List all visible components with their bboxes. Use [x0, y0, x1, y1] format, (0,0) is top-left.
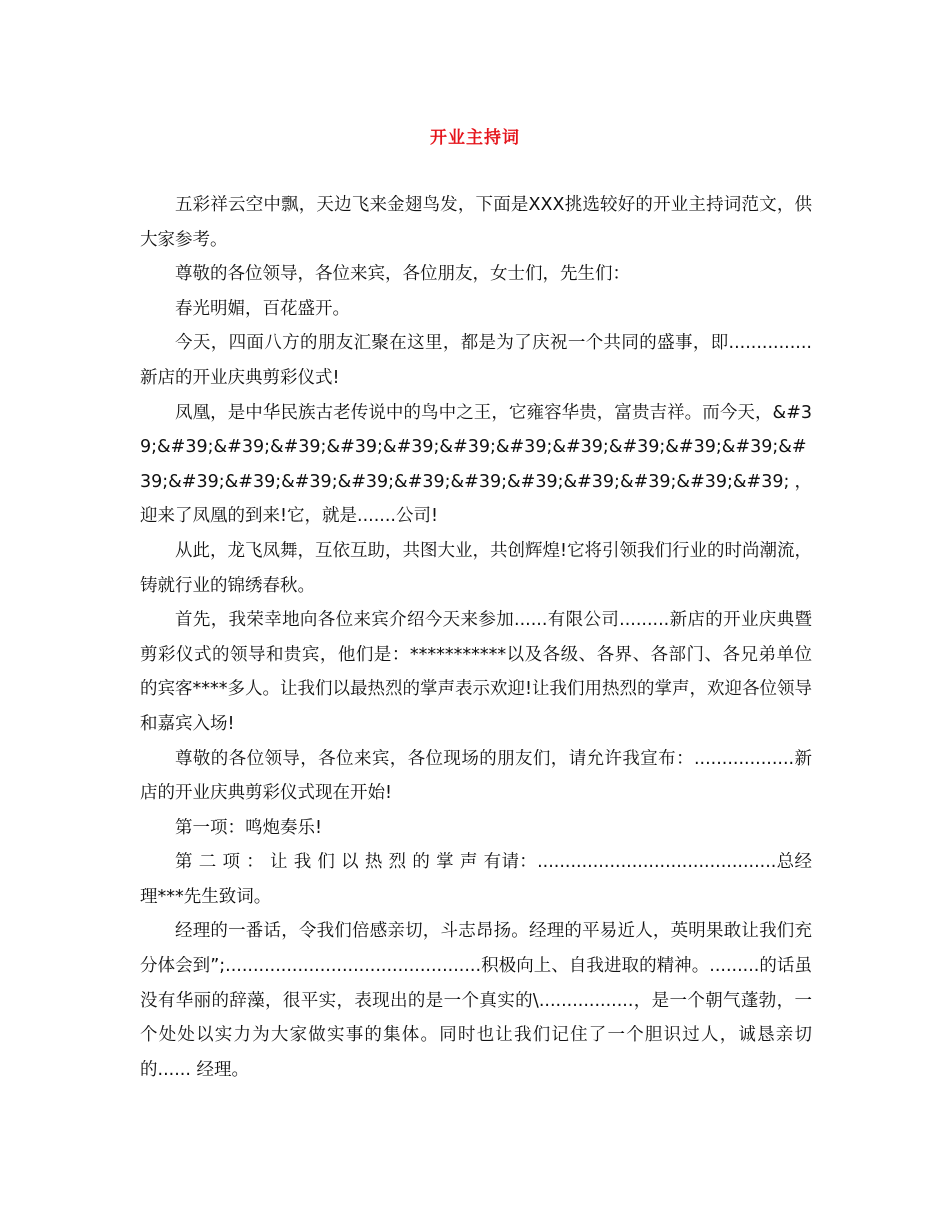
paragraph-manager: 经理的一番话，令我们倍感亲切，斗志昂扬。经理的平易近人，英明果敢让我们充分体会到”;..............................................积极向上、自我进取的精神。.........的话虽没有华丽的辞藻，很平实，表现出的是一个真实的\.................，是一个朝气蓬勃，一个处处以实力为大家做实事的集体。同时也让我们记住了一个胆识过人，诚恳亲切的...... 经理。 — [140, 921, 812, 1080]
document-title: 开业主持词 — [430, 128, 520, 148]
paragraph-item-one: 第一项：鸣炮奏乐! — [175, 817, 323, 838]
paragraph-today: 今天，四面八方的朋友汇聚在这里，都是为了庆祝一个共同的盛事，即...............新店的开业庆典剪彩仪式! — [140, 333, 812, 388]
document-body — [140, 188, 812, 1087]
paragraph-item-two: 第 二 项 ： 让 我 们 以 热 烈 的 掌 声 有请：...........................................总经理***先生致词。 — [140, 852, 812, 907]
paragraph-spring: 春光明媚，百花盛开。 — [175, 298, 350, 319]
paragraph-intro: 五彩祥云空中飘，天边飞来金翅鸟发，下面是XXX挑选较好的开业主持词范文，供大家参考。 — [140, 195, 812, 250]
paragraph-phoenix: 凤凰，是中华民族古老传说中的鸟中之王，它雍容华贵，富贵吉祥。而今天，&#39;&#39;&#39;&#39;&#39;&#39;&#39;&#39;&#39;&#39;&#39;&#39;&#39;&#39;&#39;&#39;&#39;&#39;&#39;&#39;&#39;&#39;&#39;&#39;，迎来了凤凰的到来!它，就是.......公司! — [140, 402, 812, 527]
paragraph-greeting: 尊敬的各位领导，各位来宾，各位朋友，女士们，先生们： — [175, 264, 630, 285]
paragraph-announce: 尊敬的各位领导，各位来宾，各位现场的朋友们，请允许我宣布：..................新店的开业庆典剪彩仪式现在开始! — [140, 748, 812, 804]
paragraph-guests: 首先，我荣幸地向各位来宾介绍今天来参加......有限公司.........新店的开业庆典暨剪彩仪式的领导和贵宾，他们是：***********以及各级、各界、各部门、各兄弟单位的宾客****多人。让我们以最热烈的掌声表示欢迎!让我们用热烈的掌声，欢迎各位领导和嘉宾入场! — [140, 610, 813, 734]
paragraph-future: 从此，龙飞凤舞，互依互助，共图大业，共创辉煌!它将引领我们行业的时尚潮流，铸就行业的锦绣春秋。 — [140, 540, 813, 596]
